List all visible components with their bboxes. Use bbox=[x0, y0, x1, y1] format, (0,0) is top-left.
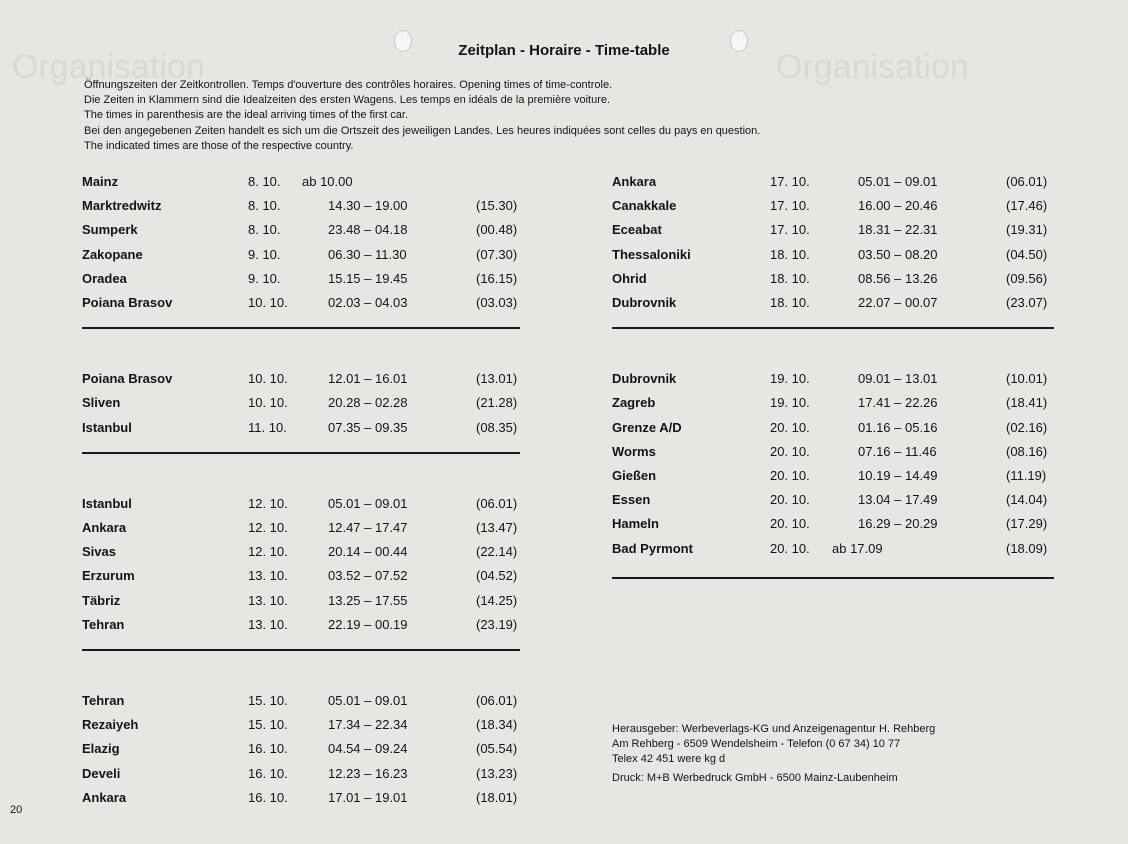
city-name: Essen bbox=[612, 492, 651, 508]
city-name: Thessaloniki bbox=[612, 246, 691, 262]
ideal-time: (04.52) bbox=[476, 568, 518, 584]
city-name: Zagreb bbox=[612, 395, 656, 411]
schedule-right-column bbox=[612, 174, 1054, 594]
date-cell: 18. 10. bbox=[770, 270, 810, 286]
city-name: Istanbul bbox=[82, 495, 132, 511]
schedule-row bbox=[612, 516, 1054, 536]
date-cell: 19. 10. bbox=[770, 395, 810, 411]
ideal-time: (08.35) bbox=[476, 419, 518, 435]
city-name: Poiana Brasov bbox=[82, 371, 173, 387]
date-cell: 10. 10. bbox=[248, 371, 288, 387]
schedule-row bbox=[82, 544, 520, 564]
ideal-time: (14.04) bbox=[1006, 492, 1048, 508]
ideal-time: (17.46) bbox=[1006, 198, 1048, 214]
show-through-text-right: Organisation bbox=[776, 48, 969, 86]
section-divider bbox=[612, 327, 1054, 329]
time-window: 05.01 – 09.01 bbox=[328, 495, 408, 511]
intro-line: Bei den angegebenen Zeiten handelt es sich um die Ortszeit des jeweiligen Landes. Les heures indiquées sont celles du pays en question. bbox=[84, 124, 761, 137]
time-window: 03.52 – 07.52 bbox=[328, 568, 408, 584]
date-cell: 20. 10. bbox=[770, 492, 810, 508]
ideal-time: (13.23) bbox=[476, 765, 518, 781]
time-window: 23.48 – 04.18 bbox=[328, 222, 408, 238]
schedule-row bbox=[612, 174, 1054, 194]
ideal-time: (21.28) bbox=[476, 395, 518, 411]
date-cell: 17. 10. bbox=[770, 198, 810, 214]
time-window: 17.41 – 22.26 bbox=[858, 395, 938, 411]
city-name: Tehran bbox=[82, 616, 125, 632]
time-window: ab 10.00 bbox=[302, 174, 353, 189]
time-window: 17.34 – 22.34 bbox=[328, 717, 408, 733]
time-window: 09.01 – 13.01 bbox=[858, 371, 938, 387]
time-window: 05.01 – 09.01 bbox=[328, 693, 408, 708]
time-window: 06.30 – 11.30 bbox=[328, 246, 407, 262]
schedule-row bbox=[612, 468, 1054, 488]
date-cell: 9. 10. bbox=[248, 246, 281, 262]
time-window: 22.19 – 00.19 bbox=[328, 616, 408, 632]
date-cell: 13. 10. bbox=[248, 592, 288, 608]
date-cell: 9. 10. bbox=[248, 270, 281, 286]
ideal-time: (15.30) bbox=[476, 198, 518, 214]
ideal-time: (16.15) bbox=[476, 270, 518, 286]
time-window: 16.29 – 20.29 bbox=[858, 516, 938, 532]
date-cell: 20. 10. bbox=[770, 516, 810, 532]
time-window: 13.25 – 17.55 bbox=[328, 592, 408, 608]
schedule-row bbox=[612, 541, 1054, 561]
publisher-credits bbox=[612, 722, 935, 786]
date-cell: 12. 10. bbox=[248, 520, 288, 535]
schedule-row bbox=[82, 766, 520, 786]
schedule-row bbox=[82, 247, 520, 267]
schedule-row bbox=[612, 295, 1054, 315]
time-window: 12.47 – 17.47 bbox=[328, 520, 408, 535]
page-title: Zeitplan - Horaire - Time-table bbox=[458, 42, 670, 59]
city-name: Sivas bbox=[82, 544, 116, 560]
credit-line: Am Rehberg - 6509 Wendelsheim - Telefon (0 67 34) 10 77 bbox=[612, 738, 901, 750]
time-window: 07.35 – 09.35 bbox=[328, 419, 408, 435]
date-cell: 16. 10. bbox=[248, 741, 288, 757]
section-divider bbox=[612, 577, 1054, 579]
ideal-time: (17.29) bbox=[1006, 516, 1048, 532]
ideal-time: (18.34) bbox=[476, 717, 518, 733]
schedule-row bbox=[612, 271, 1054, 291]
schedule-row bbox=[82, 198, 520, 218]
schedule-row bbox=[612, 444, 1054, 464]
city-name: Dubrovnik bbox=[612, 295, 677, 310]
schedule-row bbox=[82, 295, 520, 315]
city-name: Canakkale bbox=[612, 198, 677, 214]
city-name: Marktredwitz bbox=[82, 198, 162, 214]
schedule-row bbox=[82, 617, 520, 637]
city-name: Ankara bbox=[612, 174, 657, 189]
date-cell: 12. 10. bbox=[248, 495, 288, 511]
time-window: 02.03 – 04.03 bbox=[328, 295, 408, 310]
ideal-time: (00.48) bbox=[476, 222, 518, 238]
date-cell: 20. 10. bbox=[770, 419, 810, 435]
ideal-time: (19.31) bbox=[1006, 222, 1048, 238]
date-cell: 10. 10. bbox=[248, 295, 288, 310]
ideal-time: (22.14) bbox=[476, 544, 518, 560]
schedule-row bbox=[82, 371, 520, 391]
ideal-time: (06.01) bbox=[476, 693, 518, 708]
city-name: Mainz bbox=[82, 174, 119, 189]
credit-line: Telex 42 451 were kg d bbox=[612, 753, 726, 765]
schedule-row bbox=[82, 717, 520, 737]
city-name: Poiana Brasov bbox=[82, 295, 173, 310]
date-cell: 11. 10. bbox=[248, 419, 287, 435]
date-cell: 8. 10. bbox=[248, 198, 281, 214]
city-name: Grenze A/D bbox=[612, 419, 682, 435]
city-name: Hameln bbox=[612, 516, 659, 532]
date-cell: 12. 10. bbox=[248, 544, 288, 560]
city-name: Tehran bbox=[82, 693, 125, 708]
city-name: Gießen bbox=[612, 468, 657, 483]
ideal-time: (05.54) bbox=[476, 741, 518, 757]
ideal-time: (13.01) bbox=[476, 371, 518, 387]
time-window: 04.54 – 09.24 bbox=[328, 741, 408, 757]
time-window: 16.00 – 20.46 bbox=[858, 198, 938, 214]
city-name: Dubrovnik bbox=[612, 371, 677, 387]
time-window: 08.56 – 13.26 bbox=[858, 270, 938, 286]
time-window: 20.14 – 00.44 bbox=[328, 544, 408, 560]
ideal-time: (07.30) bbox=[476, 246, 518, 262]
city-name: Ankara bbox=[82, 789, 127, 805]
section-divider bbox=[82, 327, 520, 329]
section-divider bbox=[82, 452, 520, 454]
page-number: 20 bbox=[10, 804, 23, 816]
date-cell: 15. 10. bbox=[248, 717, 288, 733]
schedule-row bbox=[612, 492, 1054, 512]
city-name: Sliven bbox=[82, 395, 121, 411]
ideal-time: (03.03) bbox=[476, 295, 518, 310]
ideal-time: (08.16) bbox=[1006, 443, 1048, 459]
schedule-row bbox=[612, 198, 1054, 218]
city-name: Eceabat bbox=[612, 222, 662, 238]
date-cell: 15. 10. bbox=[248, 693, 288, 708]
city-name: Bad Pyrmont bbox=[612, 540, 693, 556]
ideal-time: (04.50) bbox=[1006, 246, 1048, 262]
time-window: 05.01 – 09.01 bbox=[858, 174, 938, 189]
city-name: Rezaiyeh bbox=[82, 717, 139, 733]
schedule-row bbox=[82, 174, 520, 194]
time-window: 22.07 – 00.07 bbox=[858, 295, 938, 310]
date-cell: 16. 10. bbox=[248, 789, 288, 805]
schedule-row bbox=[82, 395, 520, 415]
time-window: 10.19 – 14.49 bbox=[858, 468, 938, 483]
ideal-time: (13.47) bbox=[476, 520, 518, 535]
schedule-row bbox=[82, 222, 520, 242]
city-name: Täbriz bbox=[82, 592, 121, 608]
schedule-left-column bbox=[82, 174, 520, 805]
schedule-row bbox=[612, 371, 1054, 391]
schedule-row bbox=[82, 790, 520, 810]
schedule-row bbox=[82, 520, 520, 540]
date-cell: 16. 10. bbox=[248, 765, 288, 781]
intro-line: Die Zeiten in Klammern sind die Idealzeiten des ersten Wagens. Les temps en idéals de la première voiture. bbox=[84, 94, 611, 107]
date-cell: 17. 10. bbox=[770, 222, 810, 238]
city-name: Ohrid bbox=[612, 270, 647, 286]
date-cell: 19. 10. bbox=[770, 371, 810, 387]
schedule-row bbox=[612, 247, 1054, 267]
city-name: Elazig bbox=[82, 741, 120, 757]
date-cell: 10. 10. bbox=[248, 395, 288, 411]
ideal-time: (06.01) bbox=[1006, 174, 1048, 189]
date-cell: 8. 10. bbox=[248, 174, 281, 189]
ideal-time: (23.19) bbox=[476, 616, 518, 632]
date-cell: 13. 10. bbox=[248, 616, 288, 632]
ideal-time: (06.01) bbox=[476, 495, 518, 511]
ideal-time: (09.56) bbox=[1006, 270, 1048, 286]
time-window: 12.23 – 16.23 bbox=[328, 765, 408, 781]
schedule-row bbox=[82, 741, 520, 761]
intro-line: The indicated times are those of the respective country. bbox=[84, 139, 354, 152]
date-cell: 20. 10. bbox=[770, 540, 810, 556]
time-window: 18.31 – 22.31 bbox=[858, 222, 938, 238]
date-cell: 20. 10. bbox=[770, 468, 810, 483]
section-divider bbox=[82, 649, 520, 651]
city-name: Sumperk bbox=[82, 222, 138, 238]
city-name: Develi bbox=[82, 765, 121, 781]
intro-line: The times in parenthesis are the ideal arriving times of the first car. bbox=[84, 109, 409, 122]
date-cell: 20. 10. bbox=[770, 443, 810, 459]
schedule-row bbox=[82, 271, 520, 291]
schedule-row bbox=[612, 395, 1054, 415]
intro-line: Öffnungszeiten der Zeitkontrollen. Temps d'ouverture des contrôles horaires. Opening times of time-controle. bbox=[84, 79, 613, 91]
city-name: Erzurum bbox=[82, 568, 135, 584]
intro-text bbox=[84, 78, 760, 154]
date-cell: 18. 10. bbox=[770, 246, 810, 262]
time-window: 12.01 – 16.01 bbox=[328, 371, 408, 387]
date-cell: 17. 10. bbox=[770, 174, 810, 189]
ideal-time: (23.07) bbox=[1006, 295, 1048, 310]
ideal-time: (18.41) bbox=[1006, 395, 1048, 411]
time-window: 03.50 – 08.20 bbox=[858, 246, 938, 262]
date-cell: 18. 10. bbox=[770, 295, 810, 310]
schedule-row bbox=[612, 420, 1054, 440]
ideal-time: (02.16) bbox=[1006, 419, 1048, 435]
ideal-time: (11.19) bbox=[1006, 468, 1047, 483]
schedule-row bbox=[82, 693, 520, 713]
time-window: 20.28 – 02.28 bbox=[328, 395, 408, 411]
schedule-row bbox=[82, 496, 520, 516]
credit-line: Herausgeber: Werbeverlags-KG und Anzeigenagentur H. Rehberg bbox=[612, 723, 936, 735]
time-window: 17.01 – 19.01 bbox=[328, 789, 408, 805]
ideal-time: (14.25) bbox=[476, 592, 518, 608]
city-name: Ankara bbox=[82, 520, 127, 535]
time-window: 01.16 – 05.16 bbox=[858, 419, 938, 435]
ideal-time: (18.01) bbox=[476, 789, 518, 805]
time-window: ab 17.09 bbox=[832, 540, 883, 556]
city-name: Zakopane bbox=[82, 246, 143, 262]
ideal-time: (10.01) bbox=[1006, 371, 1048, 387]
schedule-row bbox=[612, 222, 1054, 242]
city-name: Worms bbox=[612, 443, 656, 459]
time-window: 07.16 – 11.46 bbox=[858, 443, 937, 459]
time-window: 13.04 – 17.49 bbox=[858, 492, 938, 508]
credit-line: Druck: M+B Werbedruck GmbH - 6500 Mainz-Laubenheim bbox=[612, 772, 898, 784]
schedule-row bbox=[82, 568, 520, 588]
time-window: 14.30 – 19.00 bbox=[328, 198, 408, 214]
schedule-row bbox=[82, 593, 520, 613]
date-cell: 8. 10. bbox=[248, 222, 281, 238]
show-through-text-left: Organisation bbox=[12, 48, 205, 86]
date-cell: 13. 10. bbox=[248, 568, 288, 584]
ideal-time: (18.09) bbox=[1006, 540, 1048, 556]
schedule-row bbox=[82, 420, 520, 440]
city-name: Istanbul bbox=[82, 419, 132, 435]
city-name: Oradea bbox=[82, 270, 127, 286]
time-window: 15.15 – 19.45 bbox=[328, 270, 408, 286]
